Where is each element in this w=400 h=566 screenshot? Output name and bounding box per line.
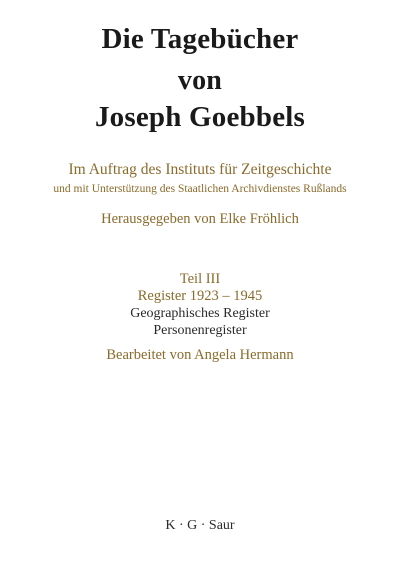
register-range: Register 1923 – 1945 [137, 288, 263, 304]
support-line: und mit Unterstützung des Staatlichen Archivdienstes Rußlands [53, 183, 347, 195]
register-persons: Personenregister [153, 323, 247, 338]
title-line-2: von [177, 65, 223, 96]
title-line-3: Joseph Goebbels [94, 101, 306, 133]
commission-line: Im Auftrag des Instituts für Zeitgeschichte [68, 161, 332, 178]
editor-line: Herausgegeben von Elke Fröhlich [101, 211, 299, 227]
register-geographic: Geographisches Register [130, 306, 270, 321]
publisher-logo: K · G · Saur [165, 518, 235, 533]
title-line-1: Die Tagebücher [101, 23, 299, 55]
part-number: Teil III [179, 271, 221, 287]
compiled-by-line: Bearbeitet von Angela Hermann [106, 347, 294, 363]
